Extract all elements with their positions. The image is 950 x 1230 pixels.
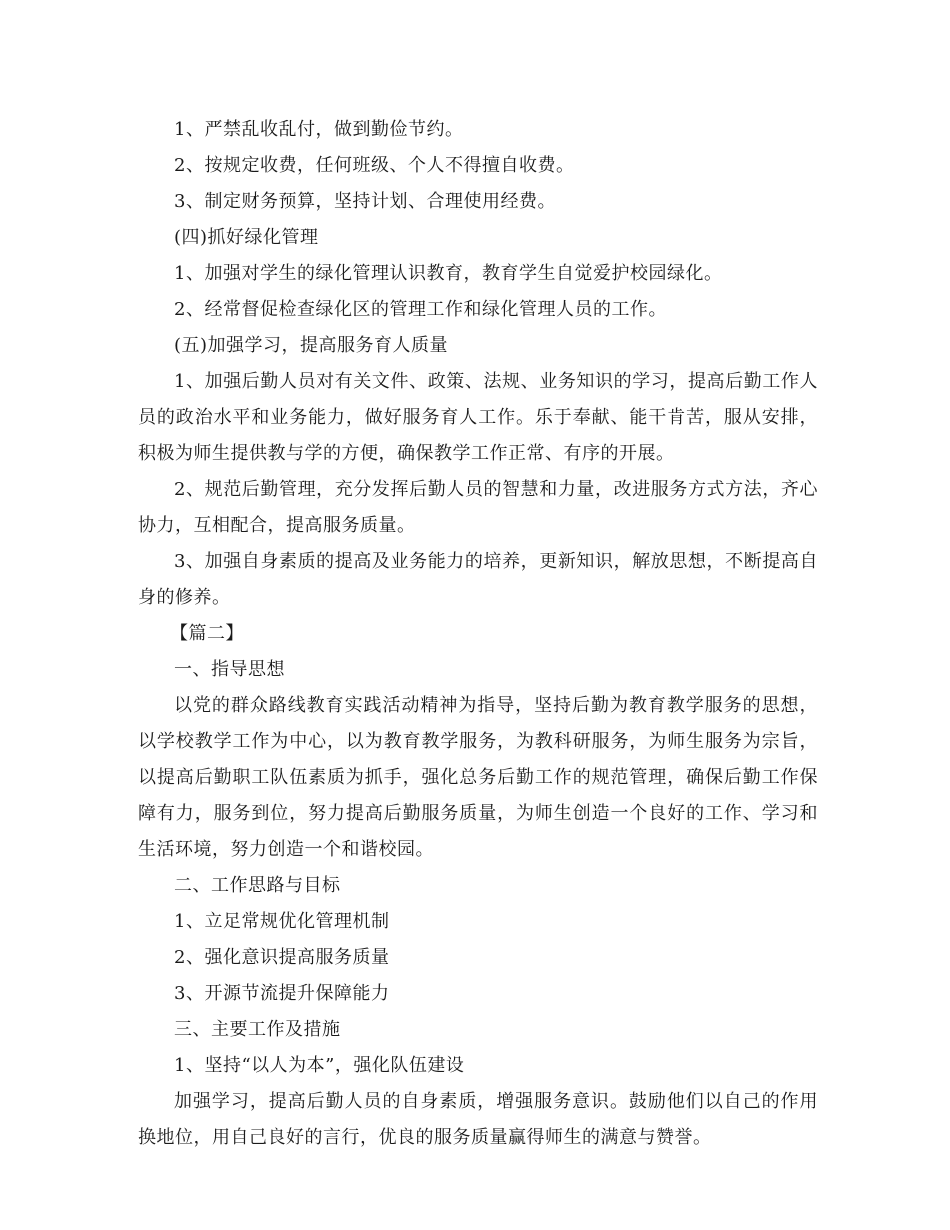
section-heading: 二、工作思路与目标 [174,875,341,896]
paragraph: 3、开源节流提升保障能力 [174,983,390,1004]
part-heading: 【篇二】 [170,623,244,644]
paragraph: 3、制定财务预算，坚持计划、合理使用经费。 [174,191,556,212]
paragraph: 1、加强后勤人员对有关文件、政策、法规、业务知识的学习，提高后勤工作人员的政治水平和业务能力，做好服务育人工作。乐于奉献、能干肯苦，服从安排，积极为师生提供教与学的方便，确保教学工作正常、有序的开展。 [138,371,818,464]
section-heading: 三、主要工作及措施 [174,1019,341,1040]
paragraph: 2、强化意识提高服务质量 [174,947,390,968]
paragraph: 2、规范后勤管理，充分发挥后勤人员的智慧和力量，改进服务方式方法，齐心协力，互相配合，提高服务质量。 [138,479,818,536]
paragraph: 以党的群众路线教育实践活动精神为指导，坚持后勤为教育教学服务的思想，以学校教学工作为中心，以为教育教学服务，为教科研服务，为师生服务为宗旨，以提高后勤职工队伍素质为抓手，强化总务后勤工作的规范管理，确保后勤工作保障有力，服务到位，努力提高后勤服务质量，为师生创造一个良好的工作、学习和生活环境，努力创造一个和谐校园。 [138,695,818,860]
paragraph: 1、加强对学生的绿化管理认识教育，教育学生自觉爱护校园绿化。 [174,263,723,284]
paragraph: 1、坚持“以人为本”，强化队伍建设 [174,1055,465,1076]
document-page [138,112,818,1156]
section-heading: (四)抓好绿化管理 [174,227,319,248]
section-heading: 一、指导思想 [174,659,285,680]
paragraph: 加强学习，提高后勤人员的自身素质，增强服务意识。鼓励他们以自己的作用换地位，用自己良好的言行，优良的服务质量赢得师生的满意与赞誉。 [138,1091,818,1148]
paragraph: 1、严禁乱收乱付，做到勤俭节约。 [174,119,464,140]
paragraph: 3、加强自身素质的提高及业务能力的培养，更新知识，解放思想，不断提高自身的修养。 [138,551,818,608]
section-heading: (五)加强学习，提高服务育人质量 [174,335,449,356]
paragraph: 2、按规定收费，任何班级、个人不得擅自收费。 [174,155,575,176]
paragraph: 1、立足常规优化管理机制 [174,911,390,932]
paragraph: 2、经常督促检查绿化区的管理工作和绿化管理人员的工作。 [174,299,667,320]
